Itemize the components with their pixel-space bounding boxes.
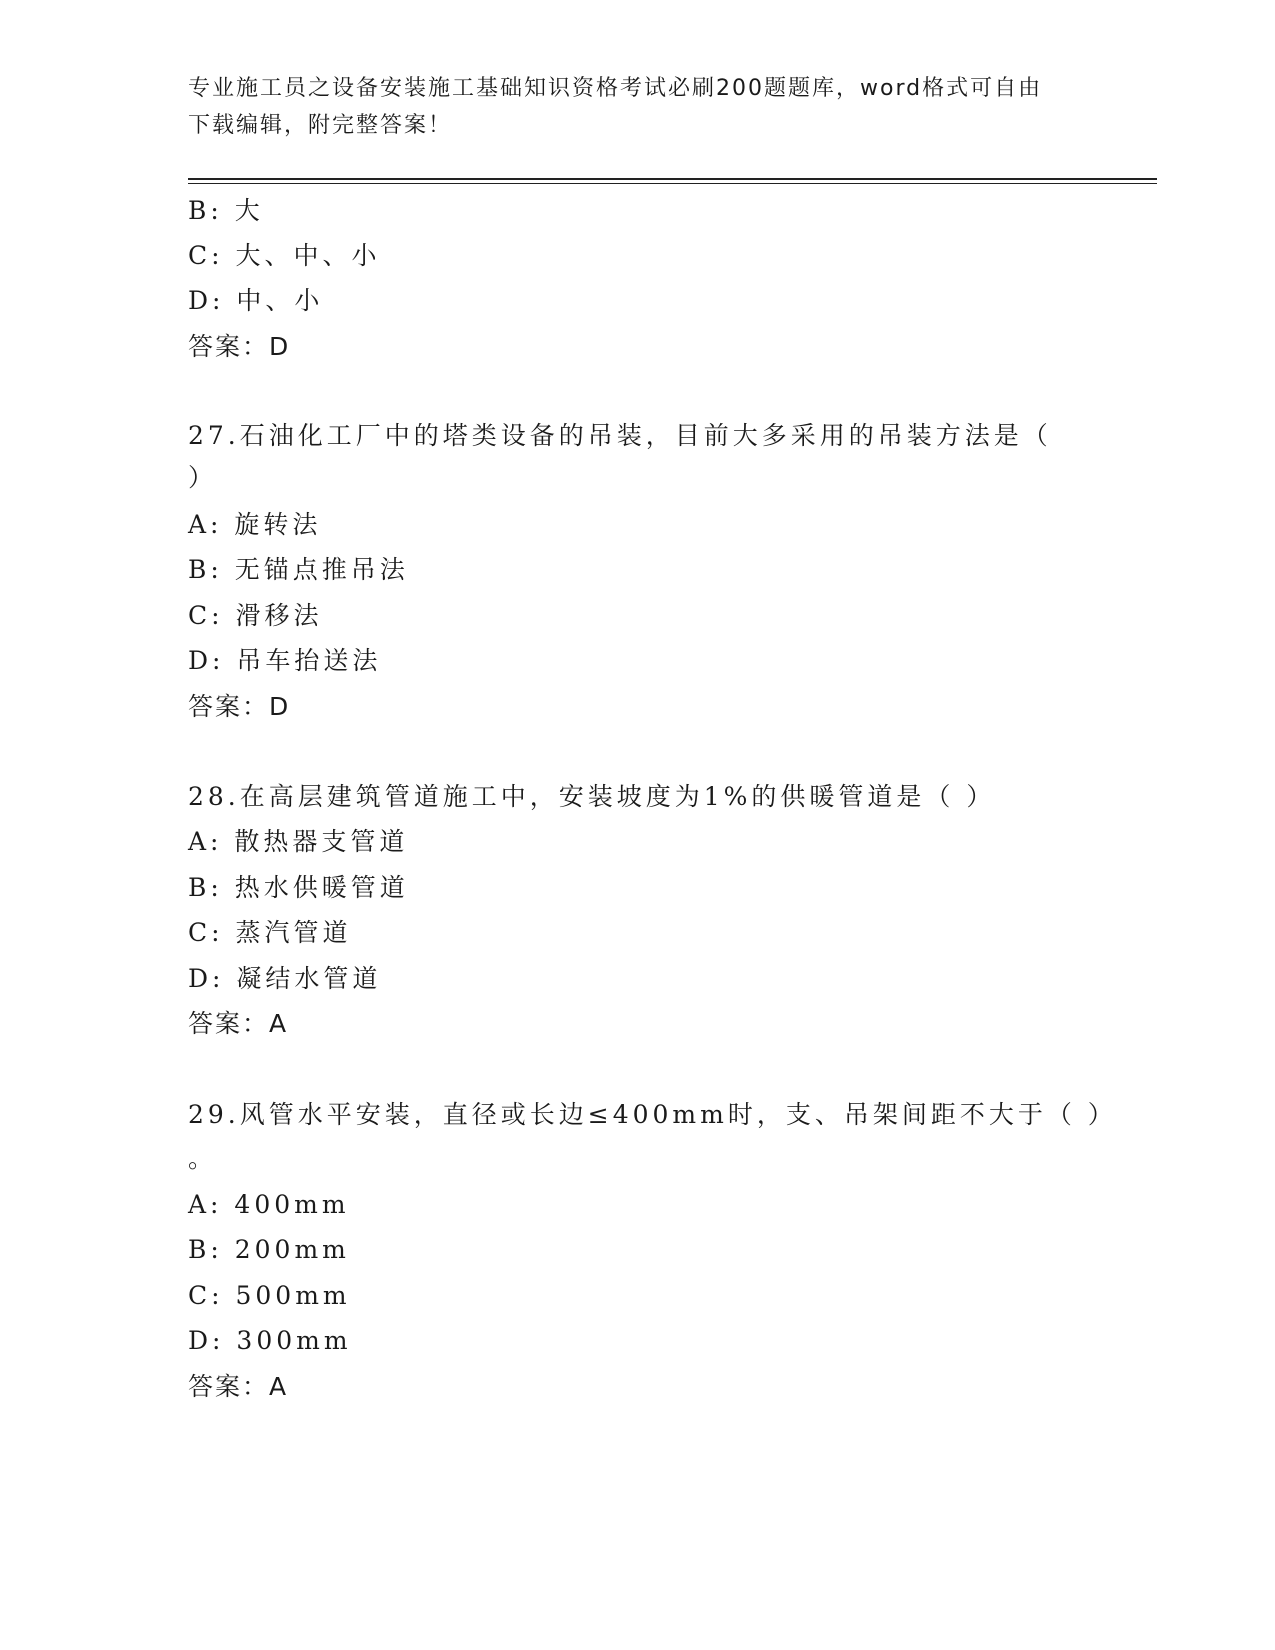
header-line-1: 专业施工员之设备安装施工基础知识资格考试必刷200题题库，word格式可自由 bbox=[188, 76, 1043, 101]
q29-stem-line1: 29.风管水平安装，直径或长边≤400mm时，支、吊架间距不大于（ ） bbox=[188, 1100, 1117, 1129]
header-divider-thick bbox=[188, 178, 1157, 180]
q28-option-a: A: 散热器支管道 bbox=[188, 827, 409, 856]
header-divider-thin bbox=[188, 183, 1157, 184]
q28-option-d: D: 凝结水管道 bbox=[188, 964, 382, 993]
q26-option-d: D: 中、小 bbox=[188, 286, 324, 315]
q27-option-a: A: 旋转法 bbox=[188, 510, 322, 539]
q29-stem-line2: 。 bbox=[188, 1144, 218, 1173]
q27-stem-line2: ） bbox=[188, 463, 218, 492]
q28-stem: 28.在高层建筑管道施工中，安装坡度为1%的供暖管道是（ ） bbox=[188, 782, 996, 811]
q27-stem-line1: 27.石油化工厂中的塔类设备的吊装，目前大多采用的吊装方法是（ bbox=[188, 421, 1052, 450]
q29-option-d: D: 300mm bbox=[188, 1326, 352, 1355]
q27-option-b: B: 无锚点推吊法 bbox=[188, 555, 409, 584]
q29-option-b: B: 200mm bbox=[188, 1235, 350, 1264]
q27-option-d: D: 吊车抬送法 bbox=[188, 646, 382, 675]
q29-answer: 答案：A bbox=[188, 1372, 289, 1401]
q28-option-b: B: 热水供暖管道 bbox=[188, 873, 409, 902]
q27-option-c: C: 滑移法 bbox=[188, 601, 323, 630]
q28-answer: 答案：A bbox=[188, 1009, 289, 1038]
q26-answer: 答案：D bbox=[188, 332, 291, 361]
q26-option-b: B: 大 bbox=[188, 196, 264, 225]
q27-answer: 答案：D bbox=[188, 692, 291, 721]
q28-option-c: C: 蒸汽管道 bbox=[188, 918, 352, 947]
q29-option-a: A: 400mm bbox=[188, 1190, 350, 1219]
q29-option-c: C: 500mm bbox=[188, 1281, 351, 1310]
header-line-2: 下载编辑，附完整答案！ bbox=[188, 113, 453, 138]
q26-option-c: C: 大、中、小 bbox=[188, 241, 381, 270]
document-header bbox=[188, 70, 1088, 144]
